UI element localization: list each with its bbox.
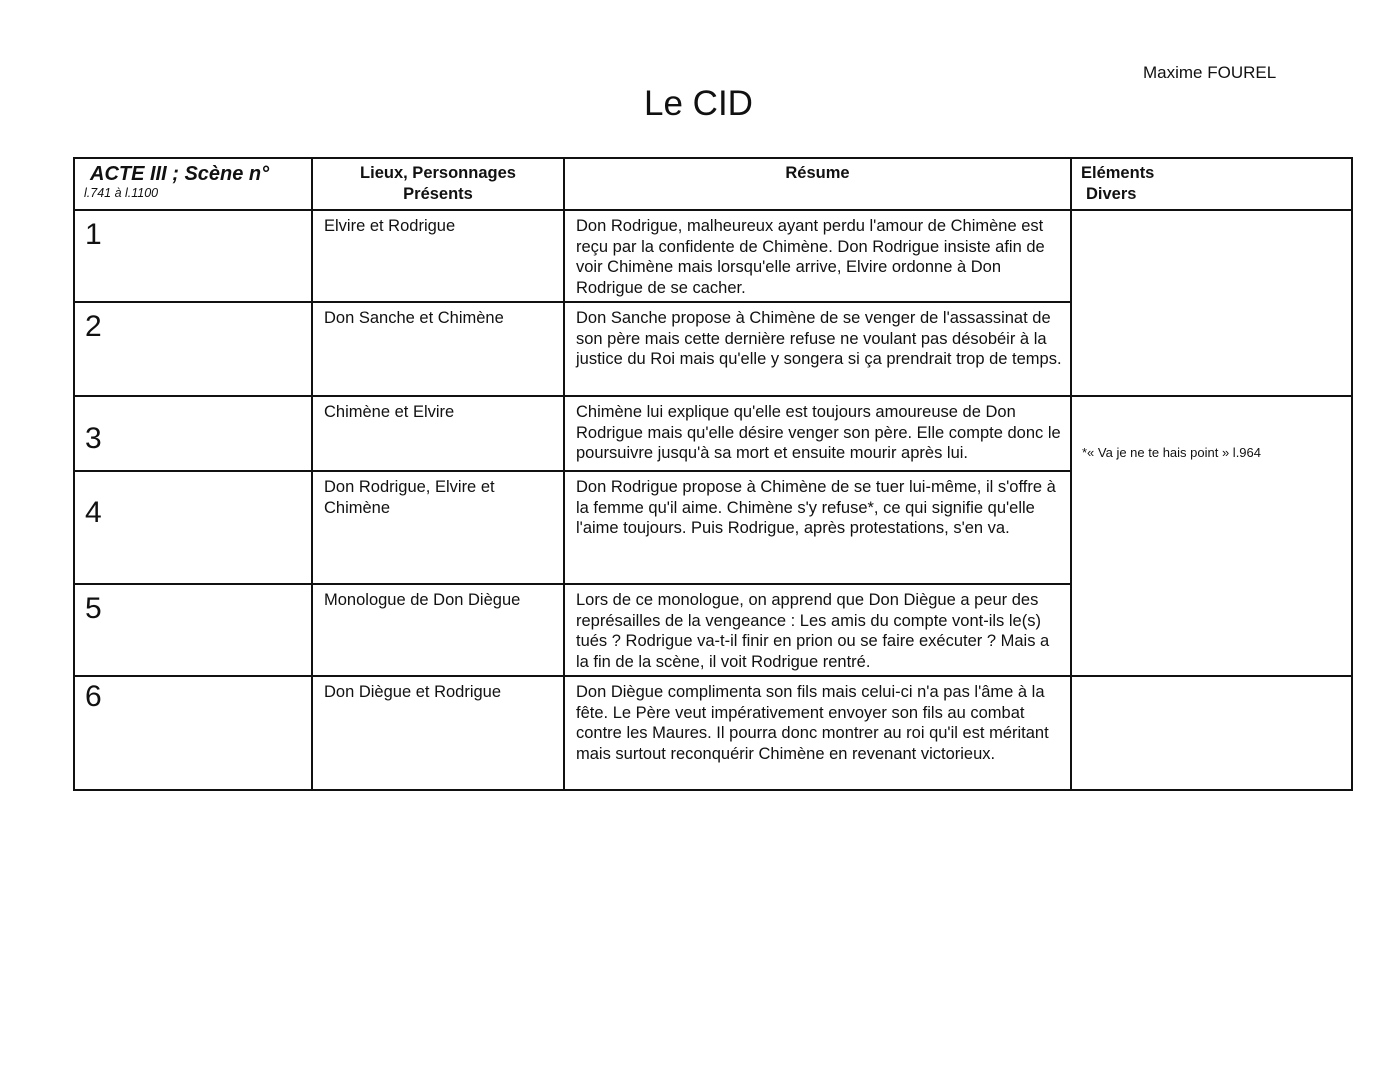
- characters-cell: [312, 471, 564, 584]
- scenes-table: [73, 157, 1353, 791]
- scene-number: 6: [85, 680, 102, 713]
- table-row: [74, 210, 1352, 302]
- characters-cell: [312, 210, 564, 302]
- table-row: [74, 676, 1352, 790]
- characters-cell: [312, 676, 564, 790]
- scene-characters: Chimène et Elvire: [324, 403, 455, 421]
- header-places-cell: [312, 158, 564, 210]
- scene-summary: Lors de ce monologue, on apprend que Don Diègue a peur des représailles de la vengeance : Les amis du compte vont-ils le(s) tués ? Rodrigue va-t-il finir en prion ou se faire exécuter ? Mais a la fin de la scène, il voit Rodrigue rentré.: [576, 591, 1050, 671]
- summary-cell: [564, 396, 1071, 471]
- acte-title: ACTE III ; Scène n°: [90, 163, 270, 185]
- scene-number: 5: [85, 592, 102, 625]
- scene-number-cell: [74, 676, 312, 790]
- scene-summary: Chimène lui explique qu'elle est toujours amoureuse de Don Rodrigue mais qu'elle désire venger son père. Elle compte donc le poursuivre jusqu'à sa mort et ensuite mourir après lui.: [576, 403, 1061, 462]
- scene-characters: Elvire et Rodrigue: [324, 217, 456, 235]
- summary-cell: [564, 584, 1071, 676]
- misc-cell-empty-top: [1071, 210, 1352, 396]
- scene-number: 2: [85, 310, 102, 343]
- characters-cell: [312, 396, 564, 471]
- summary-cell: [564, 302, 1071, 396]
- scene-characters: Don Diègue et Rodrigue: [324, 683, 502, 701]
- header-misc-cell: [1071, 158, 1352, 210]
- author-name: Maxime FOUREL: [1143, 63, 1277, 82]
- scene-summary: Don Rodrigue, malheureux ayant perdu l'amour de Chimène est reçu par la confidente de Chimène. Don Rodrigue insiste afin de voir Chimène mais lorsqu'elle arrive, Elvire ordonne à Don Rodrigue de se cacher.: [576, 217, 1045, 297]
- header-summary-label: Résume: [785, 164, 850, 182]
- header-acte-cell: [74, 158, 312, 210]
- header-summary-cell: [564, 158, 1071, 210]
- header-misc-label-line1: Eléments: [1081, 164, 1155, 182]
- scene-characters: Don Sanche et Chimène: [324, 309, 504, 327]
- summary-cell: [564, 210, 1071, 302]
- misc-note: *« Va je ne te hais point » l.964: [1082, 445, 1261, 460]
- scene-summary: Don Rodrigue propose à Chimène de se tuer lui-même, il s'offre à la femme qu'il aime. Chimène s'y refuse*, ce qui signifie qu'elle l'aime toujours. Puis Rodrigue, après protestations, s'en va.: [576, 478, 1056, 537]
- header-misc-label-line2: Divers: [1086, 185, 1137, 203]
- table-header-row: [74, 158, 1352, 210]
- misc-cell-note: [1071, 396, 1352, 676]
- scene-number-cell: [74, 584, 312, 676]
- scene-number: 1: [85, 218, 102, 251]
- header-places-label-line2: Présents: [403, 185, 473, 203]
- summary-cell: [564, 471, 1071, 584]
- acte-line-range: l.741 à l.1100: [84, 186, 159, 200]
- scene-number-cell: [74, 396, 312, 471]
- document-title: Le CID: [644, 84, 753, 123]
- scene-number-cell: [74, 210, 312, 302]
- summary-cell: [564, 676, 1071, 790]
- characters-cell: [312, 302, 564, 396]
- scene-number: 3: [85, 422, 102, 455]
- table-row: [74, 396, 1352, 471]
- misc-cell-empty-bottom: [1071, 676, 1352, 790]
- scene-number-cell: [74, 471, 312, 584]
- characters-cell: [312, 584, 564, 676]
- scene-number: 4: [85, 496, 102, 529]
- scene-summary: Don Diègue complimenta son fils mais celui-ci n'a pas l'âme à la fête. Le Père veut impérativement envoyer son fils au combat contre les Maures. Il pourra donc montrer au roi qu'il est méritant mais surtout reconquérir Chimène en revenant victorieux.: [576, 683, 1049, 763]
- scene-characters: Don Rodrigue, Elvire et Chimène: [324, 478, 495, 517]
- scene-characters: Monologue de Don Diègue: [324, 591, 521, 609]
- header-places-label-line1: Lieux, Personnages: [360, 164, 516, 182]
- scene-summary: Don Sanche propose à Chimène de se venger de l'assassinat de son père mais cette dernière refuse ne voulant pas désobéir à la justice du Roi mais qu'elle y songera si ça prendrait trop de temps.: [576, 309, 1062, 368]
- scene-number-cell: [74, 302, 312, 396]
